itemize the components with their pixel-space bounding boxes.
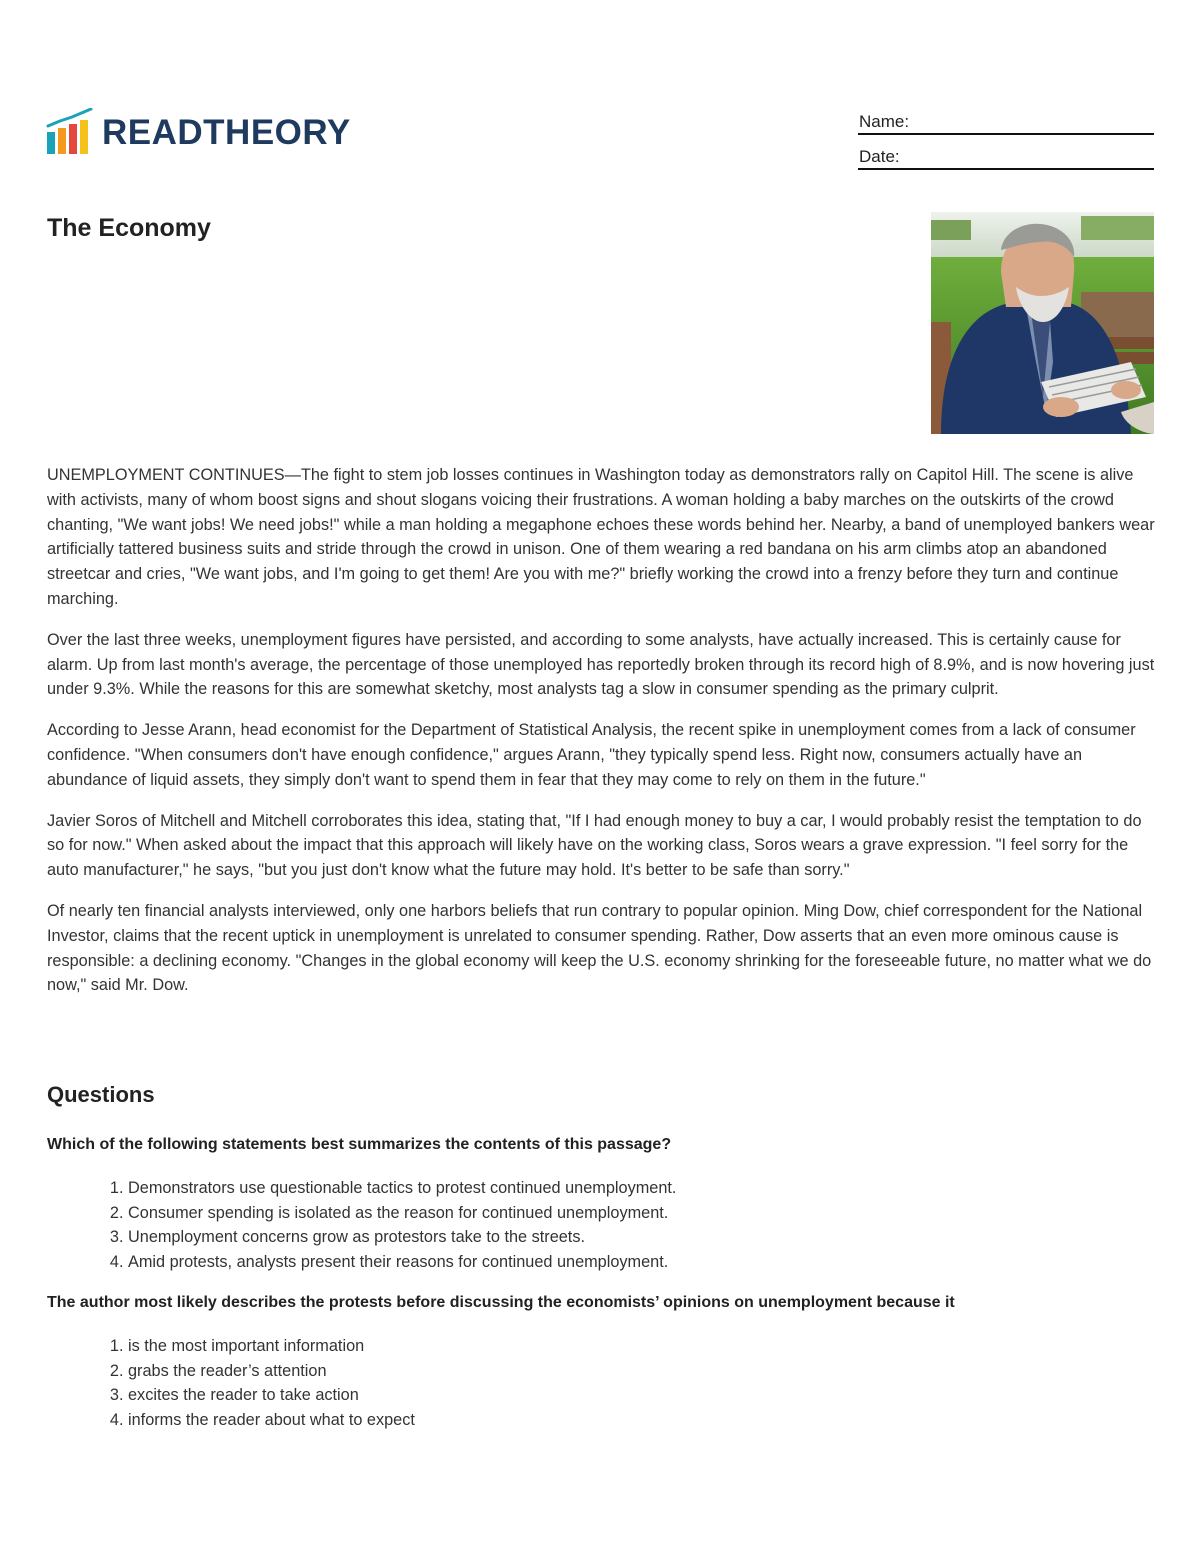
man-reading-newspaper-photo <box>931 212 1154 434</box>
article-body <box>47 463 1155 1014</box>
article-paragraph: According to Jesse Arann, head economist for the Department of Statistical Analysis, the recent spike in unemployment comes from a lack of consumer confidence. "When consumers don't have enough confidence," argues Arann, "they typically spend less. Right now, consumers actually have an abundance of liquid assets, they simply don't want to spend them in fear that they may come to rely on them in the future." <box>47 721 1136 789</box>
article-paragraph: UNEMPLOYMENT CONTINUES—The fight to stem job losses continues in Washington today as demonstrators rally on Capitol Hill. The scene is alive with activists, many of whom boost signs and shout slogans voicing their frustrations. A woman holding a baby marches on the outskirts of the crowd chanting, "We want jobs! We need jobs!" while a man holding a megaphone echoes these words behind her. Nearby, a band of unemployed bankers wear artificially tattered business suits and stride through the crowd in unison. One of them wearing a red bandana on his arm climbs atop an abandoned streetcar and cries, "We want jobs, and I'm going to get them! Are you with me?" briefly working the crowd into a frenzy before they turn and continue marching. <box>47 466 1155 608</box>
name-field[interactable] <box>858 111 1154 135</box>
logo-text: READTHEORY <box>102 112 351 152</box>
questions-heading: Questions <box>47 1082 155 1107</box>
article-paragraph: Over the last three weeks, unemployment figures have persisted, and according to some analysts, have actually increased. This is certainly cause for alarm. Up from last month's average, the percentage of those unemployed has reportedly broken through its record high of 8.9%, and is now hovering just under 9.3%. While the reasons for this are somewhat sketchy, most analysts tag a slow in consumer spending as the primary culprit. <box>47 630 1155 699</box>
answer-option: 3. Unemployment concerns grow as protestors take to the streets. <box>128 1225 1155 1250</box>
question-1 <box>47 1134 1155 1274</box>
answer-options <box>47 1176 1155 1274</box>
bar-chart-logo-icon <box>46 108 94 156</box>
question-prompt: Which of the following statements best summarizes the contents of this passage? <box>47 1136 672 1153</box>
name-label: Name: <box>859 112 910 131</box>
question-2 <box>47 1292 1155 1432</box>
answer-option: 4. Amid protests, analysts present their reasons for continued unemployment. <box>128 1250 1155 1275</box>
date-label: Date: <box>859 147 900 166</box>
answer-option: 4. informs the reader about what to expect <box>128 1408 1155 1433</box>
question-prompt: The author most likely describes the protests before discussing the economists’ opinions on unemployment because it <box>47 1294 955 1311</box>
answer-option: 2. grabs the reader’s attention <box>128 1359 1155 1384</box>
article-paragraph: Javier Soros of Mitchell and Mitchell corroborates this idea, stating that, "If I had enough money to buy a car, I would probably resist the temptation to do so for now." When asked about the impact that this approach will likely have on the working class, Soros wears a grave expression. "I feel sorry for the auto manufacturer," he says, "but you just don't know what the future may hold. It's better to be safe than sorry." <box>47 811 1142 880</box>
date-field[interactable] <box>858 146 1154 170</box>
answer-option: 3. excites the reader to take action <box>128 1383 1155 1408</box>
name-date-fields <box>858 111 1154 181</box>
answer-option: 1. Demonstrators use questionable tactics to protest continued unemployment. <box>128 1176 1155 1201</box>
answer-options <box>47 1334 1155 1432</box>
readtheory-logo <box>46 108 351 156</box>
answer-option: 2. Consumer spending is isolated as the reason for continued unemployment. <box>128 1201 1155 1226</box>
article-paragraph: Of nearly ten financial analysts interviewed, only one harbors beliefs that run contrary to popular opinion. Ming Dow, chief correspondent for the National Investor, claims that the recent uptick in unemployment is unrelated to consumer spending. Rather, Dow asserts that an even more ominous cause is responsible: a declining economy. "Changes in the global economy will keep the U.S. economy shrinking for the foreseeable future, no matter what we do now," said Mr. Dow. <box>47 901 1152 995</box>
answer-option: 1. is the most important information <box>128 1334 1155 1359</box>
page-title: The Economy <box>47 214 211 242</box>
